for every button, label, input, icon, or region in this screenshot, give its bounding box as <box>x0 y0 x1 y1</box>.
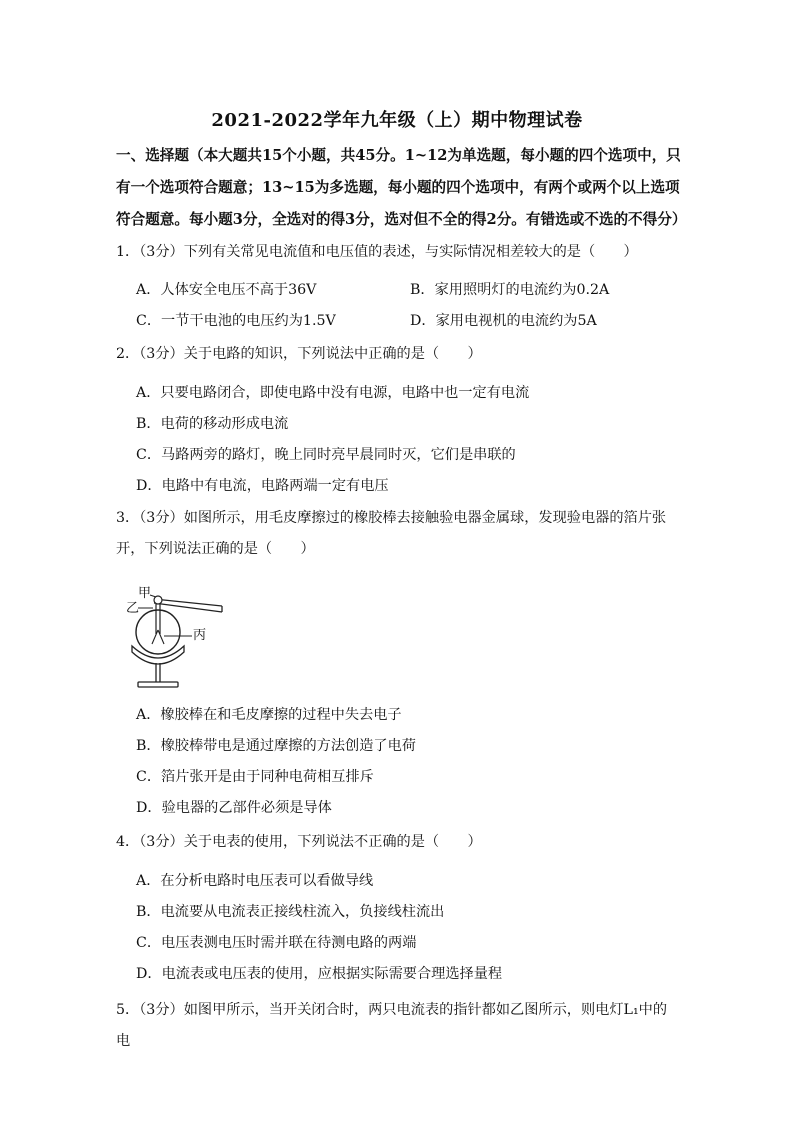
question-4-option-b: B．电流要从电流表正接线柱流入，负接线柱流出 <box>136 904 445 920</box>
question-2-option-a: A．只要电路闭合，即使电路中没有电源，电路中也一定有电流 <box>136 385 530 401</box>
question-4-option-a: A．在分析电路时电压表可以看做导线 <box>136 873 374 889</box>
question-4-option-c: C．电压表测电压时需并联在待测电路的两端 <box>136 935 417 951</box>
question-3-option-c: C．箔片张开是由于同种电荷相互排斥 <box>136 769 374 785</box>
question-4-option-d: D．电流表或电压表的使用，应根据实际需要合理选择量程 <box>136 966 503 982</box>
label-jia: 甲 <box>138 586 152 601</box>
question-1-option-a: A．人体安全电压不高于36V <box>136 282 317 298</box>
question-3-stem: 3．（3分）如图所示，用毛皮摩擦过的橡胶棒去接触验电器金属球，发现验电器的箔片张开，下列说法正确的是（ ） <box>116 510 667 557</box>
question-3-option-b: B．橡胶棒带电是通过摩擦的方法创造了电荷 <box>136 738 416 754</box>
page-title: 2021-2022学年九年级（上）期中物理试卷 <box>211 110 583 131</box>
question-2-stem: 2．（3分）关于电路的知识，下列说法中正确的是（ ） <box>116 346 482 362</box>
section-instructions: 一、选择题（本大题共15个小题，共45分。1~12为单选题，每小题的四个选项中，只有一个选项符合题意；13~15为多选题，每小题的四个选项中，有两个或两个以上选项符合题意。每小题3分，全选对的得3分，选对但不全的得2分。有错选或不选的不得分） <box>116 147 687 228</box>
question-4-stem: 4．（3分）关于电表的使用，下列说法不正确的是（ ） <box>116 834 482 850</box>
electroscope-drawing <box>126 586 236 690</box>
question-1-stem: 1．（3分）下列有关常见电流值和电压值的表述，与实际情况相差较大的是（ ） <box>116 244 638 260</box>
question-2-option-d: D．电路中有电流，电路两端一定有电压 <box>136 478 389 494</box>
question-1-option-c: C．一节干电池的电压约为1.5V <box>136 313 336 329</box>
question-2-option-b: B．电荷的移动形成电流 <box>136 416 289 432</box>
question-3-option-d: D．验电器的乙部件必须是导体 <box>136 800 332 816</box>
label-yi: 乙 <box>126 601 140 616</box>
question-1-option-d: D．家用电视机的电流约为5A <box>410 313 597 329</box>
question-1-option-b: B．家用照明灯的电流约为0.2A <box>410 282 610 298</box>
question-2-option-c: C．马路两旁的路灯，晚上同时亮早晨同时灭，它们是串联的 <box>136 447 516 463</box>
question-5-stem: 5．（3分）如图甲所示，当开关闭合时，两只电流表的指针都如乙图所示，则电灯L₁中的电 <box>116 1002 668 1049</box>
question-3-option-a: A．橡胶棒在和毛皮摩擦的过程中失去电子 <box>136 707 402 723</box>
label-bing: 丙 <box>193 628 207 643</box>
electroscope-figure <box>126 586 236 690</box>
